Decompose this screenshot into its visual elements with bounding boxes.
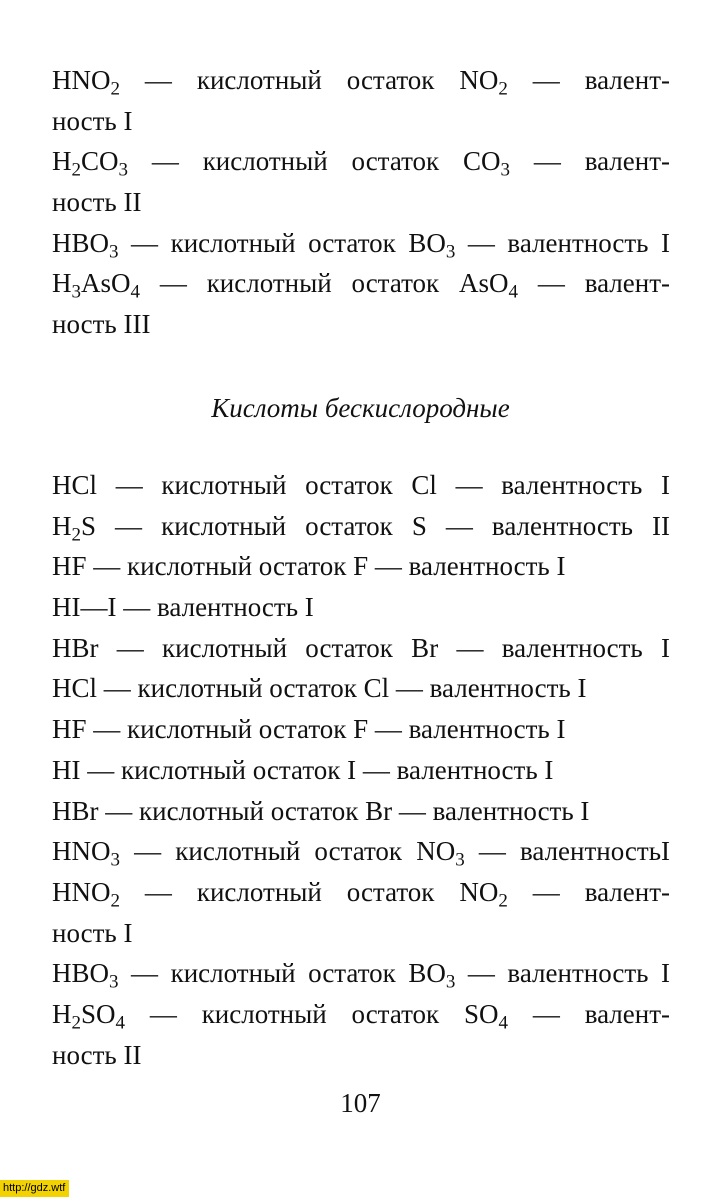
text-run: — кислотный остаток AsO [140,268,509,299]
text-run: HBr — кислотный остаток Br — валентность I [52,795,590,826]
text-run: — кислотный остаток BO [118,958,446,989]
text-run: — кислотный остаток CO [128,146,501,177]
text-run: HI — кислотный остаток I — валентность I [52,754,554,785]
text-line [52,872,670,913]
text-run: — валентность I [455,227,671,258]
subscript: 3 [71,281,81,303]
text-run: ность III [52,309,151,340]
text-run: HI—I — валентность I [52,592,314,623]
text-run: ность II [52,1039,142,1070]
text-run: HNO [52,65,111,95]
subscript: 4 [115,1012,126,1034]
text-run: H [52,998,72,1029]
subscript: 4 [498,1012,509,1034]
subscript: 2 [71,524,81,545]
text-run: — валент- [508,998,670,1029]
text-run: — кислотный остаток BO [118,227,446,258]
text-run: HNO [52,876,111,907]
text-line [52,182,670,223]
text-run: HF — кислотный остаток F — валентность I [52,714,566,745]
text-line [52,546,670,587]
text-run: HNO [52,836,111,867]
text-run: HF — кислотный остаток F — валентность I [52,551,566,582]
text-line [52,263,670,304]
text-run: — кислотный остаток SO [125,998,499,1029]
text-line [52,994,670,1035]
subscript: 3 [110,849,120,871]
text-line [52,1035,670,1076]
text-run: ность I [52,105,133,136]
text-line [52,913,670,954]
text-run: CO [81,146,119,177]
subscript: 2 [498,890,508,912]
text-run: SO [81,998,116,1029]
text-line [52,141,670,182]
text-run: ность I [52,917,133,948]
text-line [52,953,670,994]
text-run: — валент- [510,146,670,177]
subscript: 2 [71,159,81,181]
subscript: 3 [455,849,465,871]
text-run: HBO [52,958,110,989]
text-run: HBO [52,227,110,258]
oxygen-acids-list [52,60,670,345]
subscript: 3 [445,971,456,993]
text-run: HBr — кислотный остаток Br — валентность I [52,632,670,663]
text-line [52,101,670,142]
subscript: 4 [130,281,141,303]
text-run: — валентностьI [464,836,670,867]
subscript: 2 [110,78,120,100]
text-run: H [52,268,72,299]
subscript: 4 [508,281,519,303]
text-line [52,223,670,264]
text-run: — валент- [507,876,671,907]
subscript: 2 [71,1012,81,1034]
text-run: — валентность I [455,958,671,989]
text-run: — кислотный остаток NO [120,65,499,95]
text-line [52,709,670,750]
text-run: — валент- [507,65,671,95]
page-number: 107 [340,1088,381,1118]
text-line [52,60,670,101]
text-line [52,750,670,791]
subscript: 2 [110,890,120,912]
text-line [52,465,670,506]
text-line [52,628,670,669]
watermark-link[interactable]: http://gdz.wtf [0,1180,69,1197]
text-line [52,831,670,872]
text-line [52,791,670,832]
text-line [52,587,670,628]
text-line [52,668,670,709]
subscript: 3 [500,159,511,181]
subscript: 3 [109,241,119,263]
text-run: AsO [81,268,131,299]
text-run: HCl — кислотный остаток Cl — валентность I [52,470,670,500]
section-heading: Кислоты бескислородные [211,393,510,423]
text-run: — кислотный остаток NO [120,836,456,867]
subscript: 3 [109,971,119,993]
text-line [52,506,670,547]
oxygen-free-acids-list [52,465,670,1075]
subscript: 3 [445,241,456,263]
text-run: ность II [52,187,142,218]
subscript: 3 [118,159,129,181]
text-run: H [52,510,72,541]
text-line [52,304,670,345]
text-run: — валент- [518,268,670,299]
text-run: — кислотный остаток NO [120,876,499,907]
text-run: H [52,146,72,177]
text-run: S — кислотный остаток S — валентность II [81,510,670,541]
subscript: 2 [498,78,508,100]
text-run: HCl — кислотный остаток Cl — валентность I [52,673,587,704]
